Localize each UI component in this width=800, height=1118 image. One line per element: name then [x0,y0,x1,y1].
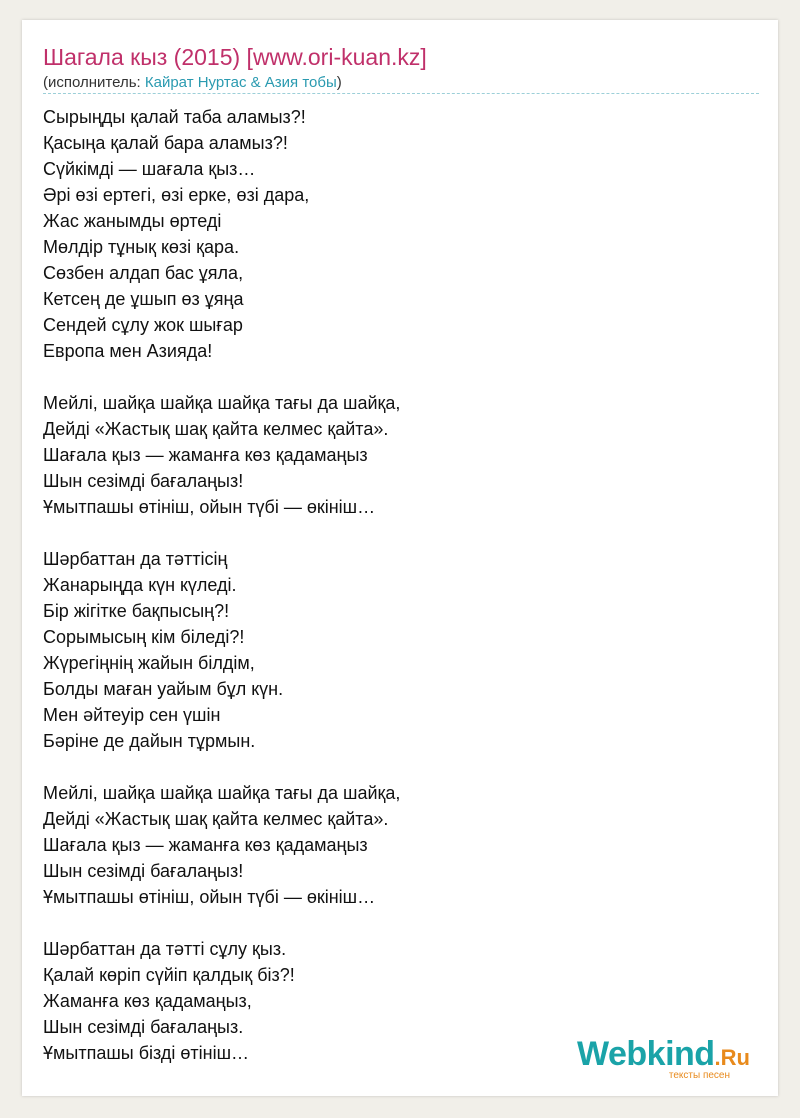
lyric-line: Мен әйтеуір сен үшін [43,705,221,725]
lyric-line: Шын сезімді бағалаңыз! [43,861,244,881]
lyric-line: Қасыңа қалай бара аламыз?! [43,133,288,153]
lyric-line: Қалай көріп сүйіп қалдық біз?! [43,965,295,985]
artist-prefix: (исполнитель: [43,74,145,91]
logo-tagline: тексты песен [668,1070,730,1081]
lyric-line: Жанарыңда күн күледі. [43,575,237,595]
logo-tld: .Ru [714,1045,750,1070]
lyric-line: Бір жігітке бақпысың?! [43,601,230,621]
lyric-line: Дейді «Жастық шақ қайта келмес қайта». [43,419,389,439]
song-title: Шагала кыз (2015) [www.ori-kuan.kz] [43,44,427,70]
lyric-line: Жаманға көз қадамаңыз, [43,991,252,1011]
lyric-line: Болды маған уайым бұл күн. [43,679,284,699]
lyric-line: Европа мен Азияда! [43,341,213,361]
lyric-line: Шағала қыз — жаманға көз қадамаңыз [43,445,368,465]
lyric-line: Сорымысың кім біледі?! [43,627,245,647]
lyric-line: Шын сезімді бағалаңыз! [43,471,244,491]
lyric-line: Жүрегіңнің жайын білдім, [43,653,255,673]
lyric-line: Ұмытпашы өтініш, ойын түбі — өкініш… [43,497,376,517]
artist-suffix: ) [336,74,342,91]
logo-brand: Webkind [577,1035,715,1073]
stanza [43,104,759,364]
lyric-line: Кетсең де ұшып өз ұяңа [43,289,244,309]
lyrics-sheet [22,20,778,1096]
lyric-line: Дейді «Жастық шақ қайта келмес қайта». [43,809,389,829]
lyric-line: Мейлі, шайқа шайқа шайқа тағы да шайқа, [43,783,401,803]
lyric-line: Бәріне де дайын тұрмын. [43,731,256,751]
artist-link[interactable]: Кайрат Нуртас & Азия тобы [144,74,337,91]
lyric-line: Мейлі, шайқа шайқа шайқа тағы да шайқа, [43,393,401,413]
lyric-line: Сендей сұлу жок шығар [43,315,243,335]
lyric-line: Жас жанымды өртеді [43,211,222,231]
lyric-line: Шәрбаттан да тәттісің [43,549,228,569]
lyric-line: Шәрбаттан да тәтті сұлу қыз. [43,939,287,959]
lyric-line: Ұмытпашы өтініш, ойын түбі — өкініш… [43,887,376,907]
lyric-line: Шын сезімді бағалаңыз. [43,1017,244,1037]
lyric-line: Сүйкімді — шағала қыз… [43,159,256,179]
webkind-logo[interactable] [577,1035,750,1081]
artist-line [43,73,342,93]
lyric-line: Мөлдір тұнық көзі қара. [43,237,240,257]
lyric-line: Сырыңды қалай таба аламыз?! [43,107,306,127]
lyric-line: Ұмытпашы бізді өтініш… [43,1043,250,1063]
lyrics-body [43,104,759,1092]
stanza [43,546,759,754]
lyric-line: Сөзбен алдап бас ұяла, [43,263,244,283]
divider [43,93,759,94]
lyric-line: Шағала қыз — жаманға көз қадамаңыз [43,835,368,855]
stanza [43,780,759,910]
lyric-line: Әрі өзі ертегі, өзі ерке, өзі дара, [43,185,310,205]
stanza [43,390,759,520]
